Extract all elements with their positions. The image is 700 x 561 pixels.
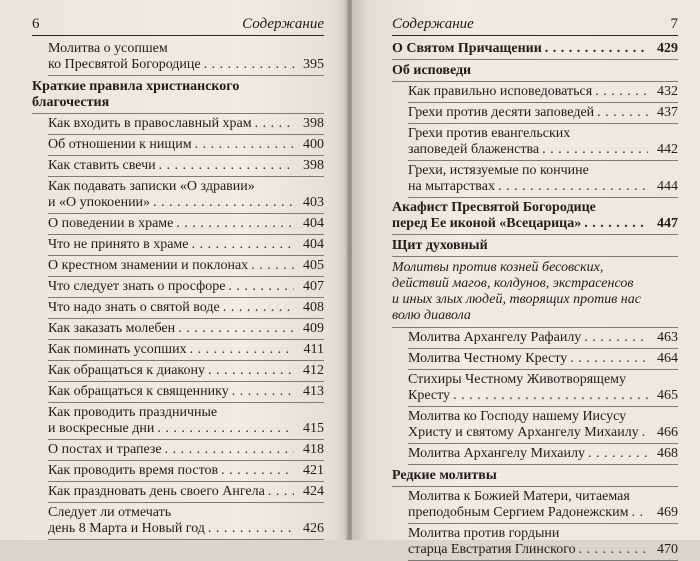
toc-line: О поведении в храме . . . [48, 216, 294, 232]
toc-page-number: 470 [657, 542, 678, 557]
toc-entry[interactable] [48, 403, 324, 440]
toc-entry[interactable] [408, 103, 678, 124]
toc-page-number: 398 [303, 116, 324, 131]
toc-entry-title [48, 237, 294, 253]
toc-page-number: 437 [657, 105, 678, 120]
toc-entry[interactable] [48, 461, 324, 482]
toc-entry-title [48, 505, 294, 537]
toc-line: Как входить в православный храм . . . [48, 116, 294, 132]
toc-page-number: 408 [303, 300, 324, 315]
toc-entry[interactable] [48, 39, 324, 76]
toc-section-heading [392, 235, 678, 257]
right-page-header [392, 4, 678, 36]
toc-entry[interactable] [408, 82, 678, 103]
toc-entry-title [408, 84, 648, 100]
toc-entry-title [48, 484, 294, 500]
toc-line: Грехи, истязуемые по кончине [408, 163, 589, 178]
toc-line: день 8 Марта и Новый год . . . [48, 521, 294, 537]
toc-section-heading [392, 465, 678, 487]
toc-entry-title [48, 279, 294, 295]
toc-page-number: 415 [303, 421, 324, 436]
toc-page-number: 412 [303, 363, 324, 378]
toc-line: перед Ее иконой «Всецарица» . . . [392, 216, 648, 232]
toc-line: Молитвы против козней бесовских, [392, 260, 604, 275]
toc-page-number: 398 [303, 158, 324, 173]
left-page-number: 6 [32, 16, 40, 32]
left-toc-list [32, 39, 324, 540]
toc-entry[interactable] [48, 503, 324, 540]
toc-line: Молитва о усопшем [48, 41, 168, 56]
toc-page-number: 413 [303, 384, 324, 399]
left-page-header [32, 4, 324, 36]
toc-entry[interactable] [48, 319, 324, 340]
toc-line: преподобным Сергием Радонежским . . . [408, 505, 648, 521]
toc-entry-title [48, 300, 294, 316]
toc-page-number: 404 [303, 237, 324, 252]
toc-page-number: 411 [303, 342, 324, 357]
left-running-title: Содержание [242, 16, 324, 32]
toc-entry[interactable] [408, 407, 678, 444]
toc-entry[interactable] [408, 328, 678, 349]
toc-line: Об отношении к нищим . . . [48, 137, 294, 153]
toc-entry[interactable] [48, 235, 324, 256]
toc-line: Грехи против евангельских [408, 126, 571, 141]
toc-page-number: 469 [657, 505, 678, 520]
toc-entry-title [48, 342, 294, 358]
toc-entry-title [48, 158, 294, 174]
toc-entry[interactable] [48, 177, 324, 214]
toc-entry-title [48, 321, 294, 337]
toc-line: и «О упокоении» . . . [48, 195, 294, 211]
toc-line: действий магов, колдунов, экстрасенсов [392, 276, 634, 291]
toc-page-number: 405 [303, 258, 324, 273]
toc-line: Краткие правила христианского [32, 79, 240, 94]
toc-entry-title [408, 330, 648, 346]
toc-page-number: 465 [657, 388, 678, 403]
right-toc-list [392, 39, 678, 561]
toc-line: волю диавола [392, 308, 471, 323]
toc-line: О Святом Причащении . . . [392, 41, 648, 57]
right-page-number: 7 [670, 16, 678, 32]
toc-page-number: 400 [303, 137, 324, 152]
toc-page-number: 407 [303, 279, 324, 294]
toc-line: Кресту . . . [408, 388, 648, 404]
toc-entry[interactable] [408, 487, 678, 524]
toc-section-heading [32, 76, 324, 114]
toc-line: Как проводить праздничные [48, 405, 218, 420]
toc-page-number: 432 [657, 84, 678, 99]
toc-entry-title [408, 372, 648, 404]
toc-entry-title [48, 41, 294, 73]
toc-line: Как поминать усопших . . . [48, 342, 294, 358]
toc-entry[interactable] [408, 161, 678, 198]
toc-entry[interactable] [48, 277, 324, 298]
toc-entry-title [48, 179, 294, 211]
toc-line: Что надо знать о святой воде . . . [48, 300, 294, 316]
toc-entry[interactable] [392, 198, 678, 235]
toc-line: Как праздновать день своего Ангела . . . [48, 484, 294, 500]
toc-line: старца Евстратия Глинского . . . [408, 542, 648, 558]
toc-page-number: 463 [657, 330, 678, 345]
toc-line: Щит духовный [392, 238, 488, 253]
toc-line: Молитва Архангелу Рафаилу . . . [408, 330, 648, 346]
toc-entry[interactable] [408, 349, 678, 370]
toc-entry-title [48, 258, 294, 274]
toc-line: Как обращаться к священнику . . . [48, 384, 294, 400]
toc-line: ко Пресвятой Богородице . . . [48, 57, 294, 73]
toc-line: Как правильно исповедоваться . . . [408, 84, 648, 100]
toc-page-number: 444 [657, 179, 678, 194]
toc-entry[interactable] [392, 39, 678, 60]
toc-entry-title [48, 137, 294, 153]
toc-line: благочестия [32, 95, 110, 110]
toc-line: О постах и трапезе . . . [48, 442, 294, 458]
toc-page-number: 421 [303, 463, 324, 478]
toc-entry[interactable] [48, 114, 324, 135]
toc-page-number: 442 [657, 142, 678, 157]
toc-section-heading [392, 60, 678, 82]
toc-entry-title [408, 105, 648, 121]
toc-entry-title [408, 446, 648, 462]
toc-entry[interactable] [48, 135, 324, 156]
toc-page-number: 418 [303, 442, 324, 457]
toc-entry-title [408, 526, 648, 558]
toc-page-number: 447 [657, 216, 678, 231]
toc-entry-title [392, 41, 648, 57]
toc-line: Молитва против гордыни [408, 526, 560, 541]
right-running-title: Содержание [392, 16, 474, 32]
toc-entry[interactable] [408, 124, 678, 161]
toc-entry-title [408, 489, 648, 521]
toc-entry-title [48, 116, 294, 132]
toc-entry[interactable] [48, 440, 324, 461]
toc-page-number: 426 [303, 521, 324, 536]
toc-page-number: 409 [303, 321, 324, 336]
toc-line: Как подавать записки «О здравии» [48, 179, 255, 194]
toc-entry-title [48, 463, 294, 479]
toc-page-number: 466 [657, 425, 678, 440]
toc-line: Акафист Пресвятой Богородице [392, 200, 596, 215]
toc-entry-title [48, 363, 294, 379]
toc-line: Как обращаться к диакону . . . [48, 363, 294, 379]
toc-entry[interactable] [408, 444, 678, 465]
right-page [352, 0, 700, 557]
toc-line: Что не принято в храме . . . [48, 237, 294, 253]
toc-line: Следует ли отмечать [48, 505, 172, 520]
toc-entry-title [48, 405, 294, 437]
toc-entry-title [392, 200, 648, 232]
toc-line: Как ставить свечи . . . [48, 158, 294, 174]
toc-line: Молитва ко Господу нашему Иисусу [408, 409, 627, 424]
toc-line: Грехи против десяти заповедей . . . [408, 105, 648, 121]
toc-entry[interactable] [48, 256, 324, 277]
toc-line: Молитва к Божией Матери, читаемая [408, 489, 630, 504]
toc-entry[interactable] [48, 361, 324, 382]
toc-line: Редкие молитвы [392, 468, 497, 483]
toc-entry[interactable] [48, 214, 324, 235]
toc-entry[interactable] [48, 156, 324, 177]
toc-entry-title [408, 351, 648, 367]
toc-page-number: 395 [303, 57, 324, 72]
toc-page-number: 403 [303, 195, 324, 210]
toc-line: Что следует знать о просфоре . . . [48, 279, 294, 295]
toc-entry[interactable] [48, 482, 324, 503]
toc-entry[interactable] [48, 298, 324, 319]
toc-line: Молитва Архангелу Михаилу . . . [408, 446, 648, 462]
toc-entry-title [408, 409, 648, 441]
toc-line: Об исповеди [392, 63, 472, 78]
toc-line: Как заказать молебен . . . [48, 321, 294, 337]
toc-entry[interactable] [408, 524, 678, 561]
toc-entry-title [408, 126, 648, 158]
toc-line: заповедей блаженства . . . [408, 142, 648, 158]
toc-line: и иных злых людей, творящих против нас [392, 292, 641, 307]
toc-page-number: 424 [303, 484, 324, 499]
left-page [0, 0, 348, 540]
toc-entry-title [48, 384, 294, 400]
toc-page-number: 404 [303, 216, 324, 231]
toc-page-number: 464 [657, 351, 678, 366]
toc-entry-title [48, 216, 294, 232]
toc-entry[interactable] [48, 340, 324, 361]
toc-line: Как проводить время постов . . . [48, 463, 294, 479]
toc-page-number: 468 [657, 446, 678, 461]
toc-entry[interactable] [48, 382, 324, 403]
toc-page-number: 429 [657, 41, 678, 56]
toc-section-description [392, 257, 678, 328]
toc-entry-title [48, 442, 294, 458]
toc-line: Стихиры Честному Животворящему [408, 372, 627, 387]
toc-line: Молитва Честному Кресту . . . [408, 351, 648, 367]
toc-line: Христу и святому Архангелу Михаилу . . . [408, 425, 648, 441]
toc-line: и воскресные дни . . . [48, 421, 294, 437]
toc-line: на мытарствах . . . [408, 179, 648, 195]
toc-entry-title [408, 163, 648, 195]
toc-line: О крестном знамении и поклонах . . . [48, 258, 294, 274]
toc-entry[interactable] [408, 370, 678, 407]
